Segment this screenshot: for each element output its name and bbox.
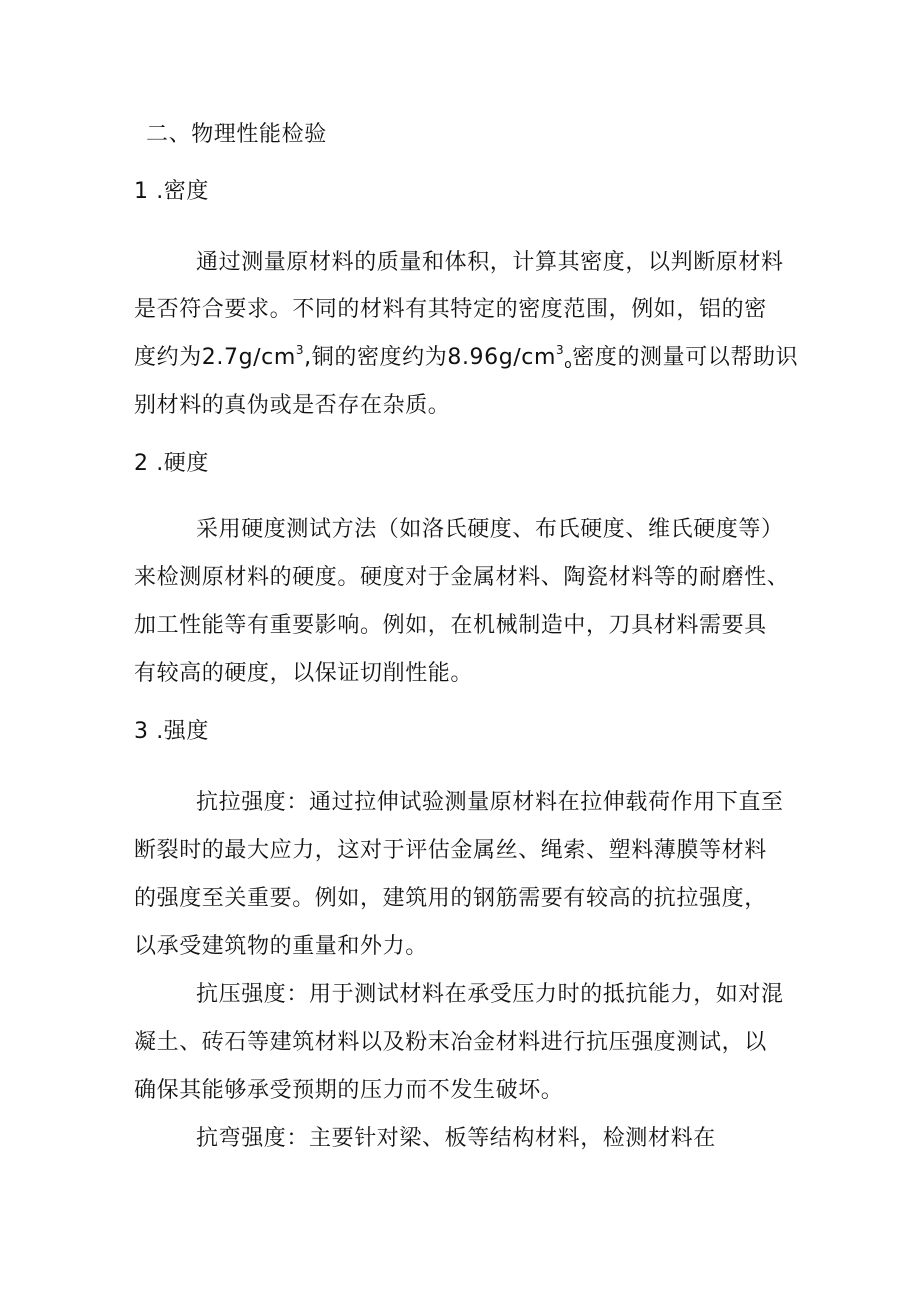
tensile-line-1: 抗拉强度：通过拉伸试验测量原材料在拉伸载荷作用下直至: [196, 790, 784, 815]
tensile-line-4: 以承受建筑物的重量和外力。: [134, 934, 428, 959]
density-line-3-post: 密度的测量可以帮助识: [572, 345, 799, 370]
tensile-line-3: 的强度至关重要。例如，建筑用的钢筋需要有较高的抗拉强度，: [134, 886, 767, 911]
strength-heading: 3 .强度: [134, 719, 209, 744]
hardness-line-3: 加工性能等有重要影响。例如，在机械制造中，刀具材料需要具: [134, 613, 767, 638]
density-line-2: 是否符合要求。不同的材料有其特定的密度范围，例如，铝的密: [134, 297, 767, 322]
density-line-3-pre: 度约为2.7g∕cm: [134, 345, 296, 370]
hardness-line-2: 来检测原材料的硬度。硬度对于金属材料、陶瓷材料等的耐磨性、: [134, 565, 790, 590]
density-line-3-mid: ,铜的密度约为8.96g∕cm: [304, 345, 557, 370]
density-line-3-sup1: 3: [295, 343, 305, 357]
compressive-line-1: 抗压强度：用于测试材料在承受压力时的抵抗能力，如对混: [196, 982, 784, 1007]
tensile-line-2: 断裂时的最大应力，这对于评估金属丝、绳索、塑料薄膜等材料: [134, 838, 767, 863]
density-line-3-sub: o: [564, 357, 573, 371]
density-line-1: 通过测量原材料的质量和体积，计算其密度，以判断原材料: [196, 250, 784, 275]
hardness-line-4: 有较高的硬度，以保证切削性能。: [134, 661, 474, 686]
density-line-3-sup2: 3: [556, 343, 565, 357]
density-line-4: 别材料的真伪或是否存在杂质。: [134, 393, 451, 418]
section-title: 二、物理性能检验: [146, 122, 327, 147]
compressive-line-2: 凝土、砖石等建筑材料以及粉末冶金材料进行抗压强度测试，以: [134, 1030, 767, 1055]
bending-line-1: 抗弯强度：主要针对梁、板等结构材料，检测材料在: [196, 1126, 716, 1151]
density-line-3: [134, 343, 798, 379]
compressive-line-3: 确保其能够承受预期的压力而不发生破坏。: [134, 1078, 564, 1103]
density-heading: 1 .密度: [134, 179, 209, 204]
hardness-line-1: 采用硬度测试方法（如洛氏硬度、布氏硬度、维氏硬度等）: [196, 517, 784, 542]
hardness-heading: 2 .硬度: [134, 451, 209, 476]
